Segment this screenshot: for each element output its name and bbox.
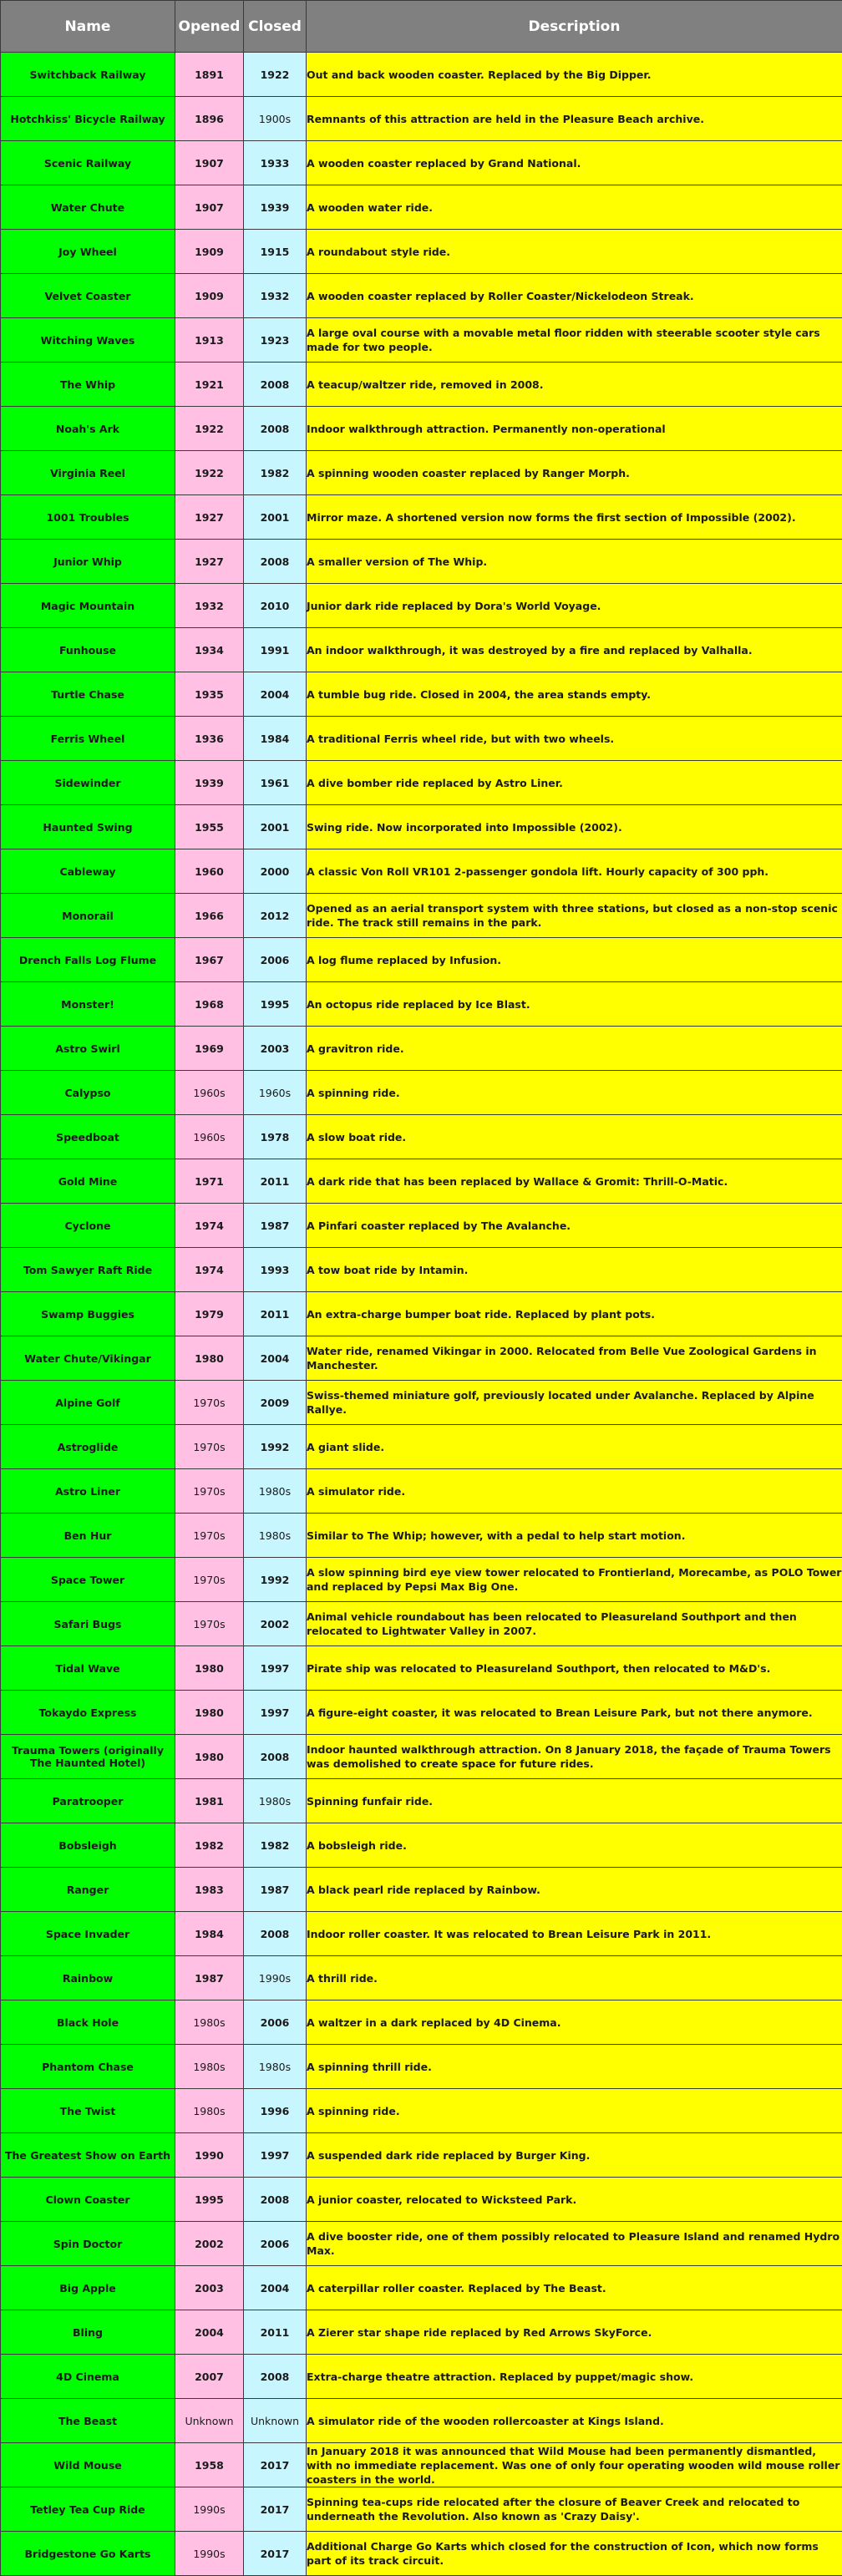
description-cell: A caterpillar roller coaster. Replaced by The Beast. bbox=[307, 2266, 842, 2310]
table-row bbox=[1, 1514, 842, 1558]
description-cell: A waltzer in a dark replaced by 4D Cinema. bbox=[307, 2000, 842, 2045]
opened-cell: 1980 bbox=[175, 1691, 244, 1735]
table-row bbox=[1, 2266, 842, 2310]
opened-cell: 1990s bbox=[175, 2532, 244, 2576]
description-cell: Swiss-themed miniature golf, previously located under Avalanche. Replaced by Alpine Rallye. bbox=[307, 1381, 842, 1425]
ride-name-cell: Safari Bugs bbox=[1, 1602, 175, 1646]
header-closed: Closed bbox=[244, 1, 307, 53]
opened-cell: 1969 bbox=[175, 1027, 244, 1071]
table-row bbox=[1, 318, 842, 363]
table-row bbox=[1, 2532, 842, 2576]
opened-cell: 1922 bbox=[175, 407, 244, 451]
table-row bbox=[1, 1071, 842, 1115]
closed-cell: 1932 bbox=[244, 274, 307, 318]
description-cell: Swing ride. Now incorporated into Impossible (2002). bbox=[307, 805, 842, 849]
description-cell: A log flume replaced by Infusion. bbox=[307, 938, 842, 982]
description-cell: A smaller version of The Whip. bbox=[307, 540, 842, 584]
closed-cell: 1982 bbox=[244, 451, 307, 495]
opened-cell: Unknown bbox=[175, 2399, 244, 2443]
closed-cell: 2011 bbox=[244, 2310, 307, 2355]
ride-name-cell: Ben Hur bbox=[1, 1514, 175, 1558]
table-row bbox=[1, 1823, 842, 1868]
closed-cell: 1984 bbox=[244, 717, 307, 761]
table-row bbox=[1, 363, 842, 407]
ride-name-cell: Space Tower bbox=[1, 1558, 175, 1602]
ride-name-cell: Swamp Buggies bbox=[1, 1292, 175, 1336]
ride-name-cell: Monster! bbox=[1, 982, 175, 1027]
description-cell: A giant slide. bbox=[307, 1425, 842, 1469]
table-row bbox=[1, 717, 842, 761]
ride-name-cell: Phantom Chase bbox=[1, 2045, 175, 2089]
ride-name-cell: Turtle Chase bbox=[1, 672, 175, 717]
opened-cell: 1909 bbox=[175, 230, 244, 274]
opened-cell: 1980s bbox=[175, 2000, 244, 2045]
opened-cell: 2002 bbox=[175, 2222, 244, 2266]
table-row bbox=[1, 1159, 842, 1204]
closed-cell: 1900s bbox=[244, 97, 307, 141]
closed-cell: 2006 bbox=[244, 938, 307, 982]
header-description: Description bbox=[307, 1, 842, 53]
description-cell: A Pinfari coaster replaced by The Avalanche. bbox=[307, 1204, 842, 1248]
ride-name-cell: Bobsleigh bbox=[1, 1823, 175, 1868]
opened-cell: 1922 bbox=[175, 451, 244, 495]
closed-cell: 1982 bbox=[244, 1823, 307, 1868]
closed-cell: 2003 bbox=[244, 1027, 307, 1071]
table-row bbox=[1, 274, 842, 318]
opened-cell: 1934 bbox=[175, 628, 244, 672]
description-cell: A spinning thrill ride. bbox=[307, 2045, 842, 2089]
table-row bbox=[1, 849, 842, 894]
table-row bbox=[1, 185, 842, 230]
closed-cell: 2004 bbox=[244, 2266, 307, 2310]
description-cell: A dive bomber ride replaced by Astro Liner. bbox=[307, 761, 842, 805]
closed-cell: 1996 bbox=[244, 2089, 307, 2133]
closed-cell: 1987 bbox=[244, 1204, 307, 1248]
opened-cell: 1913 bbox=[175, 318, 244, 363]
ride-name-cell: Gold Mine bbox=[1, 1159, 175, 1204]
opened-cell: 1970s bbox=[175, 1425, 244, 1469]
table-row bbox=[1, 540, 842, 584]
closed-cell: 1980s bbox=[244, 1514, 307, 1558]
closed-cell: 2004 bbox=[244, 1336, 307, 1381]
table-row bbox=[1, 1912, 842, 1956]
description-cell: Indoor walkthrough attraction. Permanently non-operational bbox=[307, 407, 842, 451]
ride-name-cell: Hotchkiss' Bicycle Railway bbox=[1, 97, 175, 141]
opened-cell: 1980s bbox=[175, 2045, 244, 2089]
closed-cell: 2002 bbox=[244, 1602, 307, 1646]
closed-cell: Unknown bbox=[244, 2399, 307, 2443]
table-row bbox=[1, 805, 842, 849]
opened-cell: 1932 bbox=[175, 584, 244, 628]
table-row bbox=[1, 1735, 842, 1779]
ride-name-cell: Bridgestone Go Karts bbox=[1, 2532, 175, 2576]
description-cell: A slow boat ride. bbox=[307, 1115, 842, 1159]
ride-name-cell: The Twist bbox=[1, 2089, 175, 2133]
description-cell: Similar to The Whip; however, with a pedal to help start motion. bbox=[307, 1514, 842, 1558]
ride-name-cell: Rainbow bbox=[1, 1956, 175, 2000]
description-cell: A classic Von Roll VR101 2-passenger gondola lift. Hourly capacity of 300 pph. bbox=[307, 849, 842, 894]
closed-cell: 1987 bbox=[244, 1868, 307, 1912]
opened-cell: 1966 bbox=[175, 894, 244, 938]
ride-name-cell: Astro Swirl bbox=[1, 1027, 175, 1071]
closed-cell: 2004 bbox=[244, 672, 307, 717]
ride-name-cell: Water Chute bbox=[1, 185, 175, 230]
ride-name-cell: Black Hole bbox=[1, 2000, 175, 2045]
ride-name-cell: Virginia Reel bbox=[1, 451, 175, 495]
description-cell: An extra-charge bumper boat ride. Replaced by plant pots. bbox=[307, 1292, 842, 1336]
opened-cell: 1970s bbox=[175, 1558, 244, 1602]
opened-cell: 1970s bbox=[175, 1602, 244, 1646]
table-header bbox=[1, 1, 842, 53]
closed-cell: 1922 bbox=[244, 53, 307, 97]
opened-cell: 1970s bbox=[175, 1469, 244, 1514]
ride-name-cell: Haunted Swing bbox=[1, 805, 175, 849]
closed-cell: 2008 bbox=[244, 1735, 307, 1779]
opened-cell: 1939 bbox=[175, 761, 244, 805]
opened-cell: 1896 bbox=[175, 97, 244, 141]
ride-name-cell: 4D Cinema bbox=[1, 2355, 175, 2399]
description-cell: A traditional Ferris wheel ride, but with two wheels. bbox=[307, 717, 842, 761]
description-cell: A dark ride that has been replaced by Wallace & Gromit: Thrill-O-Matic. bbox=[307, 1159, 842, 1204]
closed-cell: 1992 bbox=[244, 1425, 307, 1469]
ride-name-cell: Spin Doctor bbox=[1, 2222, 175, 2266]
closed-cell: 1933 bbox=[244, 141, 307, 185]
description-cell: A black pearl ride replaced by Rainbow. bbox=[307, 1868, 842, 1912]
ride-name-cell: Drench Falls Log Flume bbox=[1, 938, 175, 982]
closed-cell: 2017 bbox=[244, 2487, 307, 2532]
table-row bbox=[1, 1469, 842, 1514]
ride-name-cell: Sidewinder bbox=[1, 761, 175, 805]
ride-name-cell: Joy Wheel bbox=[1, 230, 175, 274]
table-row bbox=[1, 894, 842, 938]
table-row bbox=[1, 97, 842, 141]
header-name: Name bbox=[1, 1, 175, 53]
description-cell: Spinning tea-cups ride relocated after the closure of Beaver Creek and relocated to underneath the Revolution. Also known as 'Crazy Daisy'. bbox=[307, 2487, 842, 2532]
description-cell: A tumble bug ride. Closed in 2004, the area stands empty. bbox=[307, 672, 842, 717]
table-row bbox=[1, 451, 842, 495]
opened-cell: 1974 bbox=[175, 1248, 244, 1292]
ride-name-cell: Trauma Towers (originally The Haunted Hotel) bbox=[1, 1735, 175, 1779]
table-row bbox=[1, 1381, 842, 1425]
closed-cell: 1980s bbox=[244, 2045, 307, 2089]
description-cell: A spinning wooden coaster replaced by Ranger Morph. bbox=[307, 451, 842, 495]
closed-cell: 1992 bbox=[244, 1558, 307, 1602]
closed-cell: 2008 bbox=[244, 2355, 307, 2399]
opened-cell: 1960s bbox=[175, 1115, 244, 1159]
table-row bbox=[1, 1204, 842, 1248]
closed-cell: 1939 bbox=[244, 185, 307, 230]
opened-cell: 1990 bbox=[175, 2133, 244, 2178]
ride-name-cell: The Beast bbox=[1, 2399, 175, 2443]
description-cell: Additional Charge Go Karts which closed for the construction of Icon, which now forms part of its track circuit. bbox=[307, 2532, 842, 2576]
ride-name-cell: Astro Liner bbox=[1, 1469, 175, 1514]
table-row bbox=[1, 1425, 842, 1469]
table-row bbox=[1, 2443, 842, 2487]
table-row bbox=[1, 672, 842, 717]
table-row bbox=[1, 1027, 842, 1071]
ride-name-cell: Paratrooper bbox=[1, 1779, 175, 1823]
opened-cell: 1981 bbox=[175, 1779, 244, 1823]
opened-cell: 1980 bbox=[175, 1735, 244, 1779]
description-cell: Animal vehicle roundabout has been relocated to Pleasureland Southport and then relocated to Lightwater Valley in 2007. bbox=[307, 1602, 842, 1646]
closed-cell: 2017 bbox=[244, 2443, 307, 2487]
closed-cell: 2009 bbox=[244, 1381, 307, 1425]
description-cell: Indoor haunted walkthrough attraction. On 8 January 2018, the façade of Trauma Towers was demolished to create space for future rides. bbox=[307, 1735, 842, 1779]
table-body bbox=[1, 53, 842, 2576]
opened-cell: 1958 bbox=[175, 2443, 244, 2487]
closed-cell: 2001 bbox=[244, 805, 307, 849]
ride-name-cell: Bling bbox=[1, 2310, 175, 2355]
description-cell: Mirror maze. A shortened version now forms the first section of Impossible (2002). bbox=[307, 495, 842, 540]
opened-cell: 1927 bbox=[175, 495, 244, 540]
ride-name-cell: Cableway bbox=[1, 849, 175, 894]
ride-name-cell: Calypso bbox=[1, 1071, 175, 1115]
description-cell: A wooden coaster replaced by Grand National. bbox=[307, 141, 842, 185]
closed-cell: 1991 bbox=[244, 628, 307, 672]
description-cell: A wooden coaster replaced by Roller Coaster/Nickelodeon Streak. bbox=[307, 274, 842, 318]
ride-name-cell: Scenic Railway bbox=[1, 141, 175, 185]
ride-name-cell: Water Chute/Vikingar bbox=[1, 1336, 175, 1381]
ride-name-cell: Witching Waves bbox=[1, 318, 175, 363]
table-row bbox=[1, 1115, 842, 1159]
opened-cell: 1995 bbox=[175, 2178, 244, 2222]
closed-cell: 1993 bbox=[244, 1248, 307, 1292]
closed-cell: 1997 bbox=[244, 1646, 307, 1691]
table-row bbox=[1, 1956, 842, 2000]
opened-cell: 2004 bbox=[175, 2310, 244, 2355]
ride-name-cell: The Greatest Show on Earth bbox=[1, 2133, 175, 2178]
ride-name-cell: Space Invader bbox=[1, 1912, 175, 1956]
ride-name-cell: Noah's Ark bbox=[1, 407, 175, 451]
closed-cell: 2017 bbox=[244, 2532, 307, 2576]
ride-name-cell: Big Apple bbox=[1, 2266, 175, 2310]
opened-cell: 1936 bbox=[175, 717, 244, 761]
description-cell: Spinning funfair ride. bbox=[307, 1779, 842, 1823]
description-cell: An octopus ride replaced by Ice Blast. bbox=[307, 982, 842, 1027]
closed-cell: 2008 bbox=[244, 363, 307, 407]
ride-name-cell: Switchback Railway bbox=[1, 53, 175, 97]
ride-name-cell: Tokaydo Express bbox=[1, 1691, 175, 1735]
closed-cell: 2012 bbox=[244, 894, 307, 938]
table-row bbox=[1, 2089, 842, 2133]
table-row bbox=[1, 230, 842, 274]
table-row bbox=[1, 2310, 842, 2355]
closed-cell: 2008 bbox=[244, 540, 307, 584]
opened-cell: 1955 bbox=[175, 805, 244, 849]
table-row bbox=[1, 141, 842, 185]
ride-name-cell: Junior Whip bbox=[1, 540, 175, 584]
ride-name-cell: Astroglide bbox=[1, 1425, 175, 1469]
header-row bbox=[1, 1, 842, 53]
ride-name-cell: Monorail bbox=[1, 894, 175, 938]
closed-cell: 1915 bbox=[244, 230, 307, 274]
opened-cell: 1980s bbox=[175, 2089, 244, 2133]
ride-name-cell: Speedboat bbox=[1, 1115, 175, 1159]
table-row bbox=[1, 53, 842, 97]
ride-name-cell: Tetley Tea Cup Ride bbox=[1, 2487, 175, 2532]
ride-name-cell: The Whip bbox=[1, 363, 175, 407]
closed-cell: 2006 bbox=[244, 2000, 307, 2045]
closed-cell: 2008 bbox=[244, 1912, 307, 1956]
description-cell: A simulator ride. bbox=[307, 1469, 842, 1514]
table-row bbox=[1, 2399, 842, 2443]
description-cell: Out and back wooden coaster. Replaced by the Big Dipper. bbox=[307, 53, 842, 97]
description-cell: A dive booster ride, one of them possibly relocated to Pleasure Island and renamed Hydro Max. bbox=[307, 2222, 842, 2266]
closed-cell: 2011 bbox=[244, 1292, 307, 1336]
opened-cell: 1984 bbox=[175, 1912, 244, 1956]
opened-cell: 1970s bbox=[175, 1514, 244, 1558]
opened-cell: 1982 bbox=[175, 1823, 244, 1868]
table-row bbox=[1, 628, 842, 672]
opened-cell: 1935 bbox=[175, 672, 244, 717]
description-cell: A roundabout style ride. bbox=[307, 230, 842, 274]
closed-cell: 1980s bbox=[244, 1779, 307, 1823]
opened-cell: 1974 bbox=[175, 1204, 244, 1248]
description-cell: A thrill ride. bbox=[307, 1956, 842, 2000]
closed-cell: 1978 bbox=[244, 1115, 307, 1159]
closed-cell: 2008 bbox=[244, 407, 307, 451]
opened-cell: 1990s bbox=[175, 2487, 244, 2532]
ride-name-cell: Ferris Wheel bbox=[1, 717, 175, 761]
table-row bbox=[1, 2133, 842, 2178]
opened-cell: 1907 bbox=[175, 185, 244, 230]
closed-cell: 1997 bbox=[244, 1691, 307, 1735]
table-row bbox=[1, 982, 842, 1027]
table-row bbox=[1, 1779, 842, 1823]
description-cell: A figure-eight coaster, it was relocated to Brean Leisure Park, but not there anymore. bbox=[307, 1691, 842, 1735]
table-row bbox=[1, 2487, 842, 2532]
table-row bbox=[1, 1691, 842, 1735]
ride-name-cell: Funhouse bbox=[1, 628, 175, 672]
description-cell: Extra-charge theatre attraction. Replaced by puppet/magic show. bbox=[307, 2355, 842, 2399]
description-cell: Opened as an aerial transport system with three stations, but closed as a non-stop scenic ride. The track still remains in the park. bbox=[307, 894, 842, 938]
opened-cell: 2007 bbox=[175, 2355, 244, 2399]
table-row bbox=[1, 1292, 842, 1336]
description-cell: Junior dark ride replaced by Dora's World Voyage. bbox=[307, 584, 842, 628]
opened-cell: 1968 bbox=[175, 982, 244, 1027]
opened-cell: 1970s bbox=[175, 1381, 244, 1425]
closed-cell: 2006 bbox=[244, 2222, 307, 2266]
ride-name-cell: Velvet Coaster bbox=[1, 274, 175, 318]
description-cell: Water ride, renamed Vikingar in 2000. Relocated from Belle Vue Zoological Gardens in Manchester. bbox=[307, 1336, 842, 1381]
closed-cell: 1995 bbox=[244, 982, 307, 1027]
opened-cell: 1979 bbox=[175, 1292, 244, 1336]
description-cell: In January 2018 it was announced that Wild Mouse had been permanently dismantled, with no immediate replacement. Was one of only four operating wooden wild mouse roller coasters in the world. bbox=[307, 2443, 842, 2487]
closed-cell: 2010 bbox=[244, 584, 307, 628]
ride-name-cell: Tidal Wave bbox=[1, 1646, 175, 1691]
description-cell: A Zierer star shape ride replaced by Red Arrows SkyForce. bbox=[307, 2310, 842, 2355]
opened-cell: 1927 bbox=[175, 540, 244, 584]
closed-cell: 2000 bbox=[244, 849, 307, 894]
table-row bbox=[1, 2045, 842, 2089]
opened-cell: 1921 bbox=[175, 363, 244, 407]
closed-cell: 2011 bbox=[244, 1159, 307, 1204]
closed-cell: 1923 bbox=[244, 318, 307, 363]
description-cell: A teacup/waltzer ride, removed in 2008. bbox=[307, 363, 842, 407]
description-cell: A bobsleigh ride. bbox=[307, 1823, 842, 1868]
table-row bbox=[1, 1558, 842, 1602]
description-cell: A spinning ride. bbox=[307, 1071, 842, 1115]
ride-name-cell: Wild Mouse bbox=[1, 2443, 175, 2487]
ride-name-cell: Cyclone bbox=[1, 1204, 175, 1248]
description-cell: An indoor walkthrough, it was destroyed by a fire and replaced by Valhalla. bbox=[307, 628, 842, 672]
opened-cell: 1907 bbox=[175, 141, 244, 185]
closed-cell: 2008 bbox=[244, 2178, 307, 2222]
closed-cell: 1980s bbox=[244, 1469, 307, 1514]
table-row bbox=[1, 938, 842, 982]
closed-cell: 1997 bbox=[244, 2133, 307, 2178]
description-cell: Remnants of this attraction are held in the Pleasure Beach archive. bbox=[307, 97, 842, 141]
description-cell: A tow boat ride by Intamin. bbox=[307, 1248, 842, 1292]
ride-name-cell: Clown Coaster bbox=[1, 2178, 175, 2222]
description-cell: Pirate ship was relocated to Pleasureland Southport, then relocated to M&D's. bbox=[307, 1646, 842, 1691]
table-row bbox=[1, 2355, 842, 2399]
opened-cell: 1960 bbox=[175, 849, 244, 894]
table-row bbox=[1, 1646, 842, 1691]
closed-cell: 2001 bbox=[244, 495, 307, 540]
opened-cell: 1980 bbox=[175, 1646, 244, 1691]
table-row bbox=[1, 1602, 842, 1646]
description-cell: A simulator ride of the wooden rollercoaster at Kings Island. bbox=[307, 2399, 842, 2443]
opened-cell: 1909 bbox=[175, 274, 244, 318]
table-row bbox=[1, 2000, 842, 2045]
table-row bbox=[1, 2222, 842, 2266]
ride-name-cell: 1001 Troubles bbox=[1, 495, 175, 540]
description-cell: Indoor roller coaster. It was relocated to Brean Leisure Park in 2011. bbox=[307, 1912, 842, 1956]
header-opened: Opened bbox=[175, 1, 244, 53]
opened-cell: 1960s bbox=[175, 1071, 244, 1115]
table-row bbox=[1, 495, 842, 540]
opened-cell: 1980 bbox=[175, 1336, 244, 1381]
opened-cell: 1987 bbox=[175, 1956, 244, 2000]
description-cell: A spinning ride. bbox=[307, 2089, 842, 2133]
table-row bbox=[1, 761, 842, 805]
description-cell: A large oval course with a movable metal floor ridden with steerable scooter style cars made for two people. bbox=[307, 318, 842, 363]
description-cell: A wooden water ride. bbox=[307, 185, 842, 230]
ride-name-cell: Tom Sawyer Raft Ride bbox=[1, 1248, 175, 1292]
description-cell: A gravitron ride. bbox=[307, 1027, 842, 1071]
opened-cell: 1891 bbox=[175, 53, 244, 97]
table-row bbox=[1, 584, 842, 628]
table-row bbox=[1, 1336, 842, 1381]
table-row bbox=[1, 1248, 842, 1292]
opened-cell: 2003 bbox=[175, 2266, 244, 2310]
table-row bbox=[1, 2178, 842, 2222]
description-cell: A suspended dark ride replaced by Burger King. bbox=[307, 2133, 842, 2178]
closed-cell: 1960s bbox=[244, 1071, 307, 1115]
description-cell: A slow spinning bird eye view tower relocated to Frontierland, Morecambe, as POLO Tower and replaced by Pepsi Max Big One. bbox=[307, 1558, 842, 1602]
table-row bbox=[1, 1868, 842, 1912]
description-cell: A junior coaster, relocated to Wicksteed Park. bbox=[307, 2178, 842, 2222]
table-row bbox=[1, 407, 842, 451]
opened-cell: 1971 bbox=[175, 1159, 244, 1204]
closed-cell: 1961 bbox=[244, 761, 307, 805]
closed-cell: 1990s bbox=[244, 1956, 307, 2000]
opened-cell: 1967 bbox=[175, 938, 244, 982]
ride-name-cell: Ranger bbox=[1, 1868, 175, 1912]
ride-name-cell: Magic Mountain bbox=[1, 584, 175, 628]
opened-cell: 1983 bbox=[175, 1868, 244, 1912]
ride-name-cell: Alpine Golf bbox=[1, 1381, 175, 1425]
